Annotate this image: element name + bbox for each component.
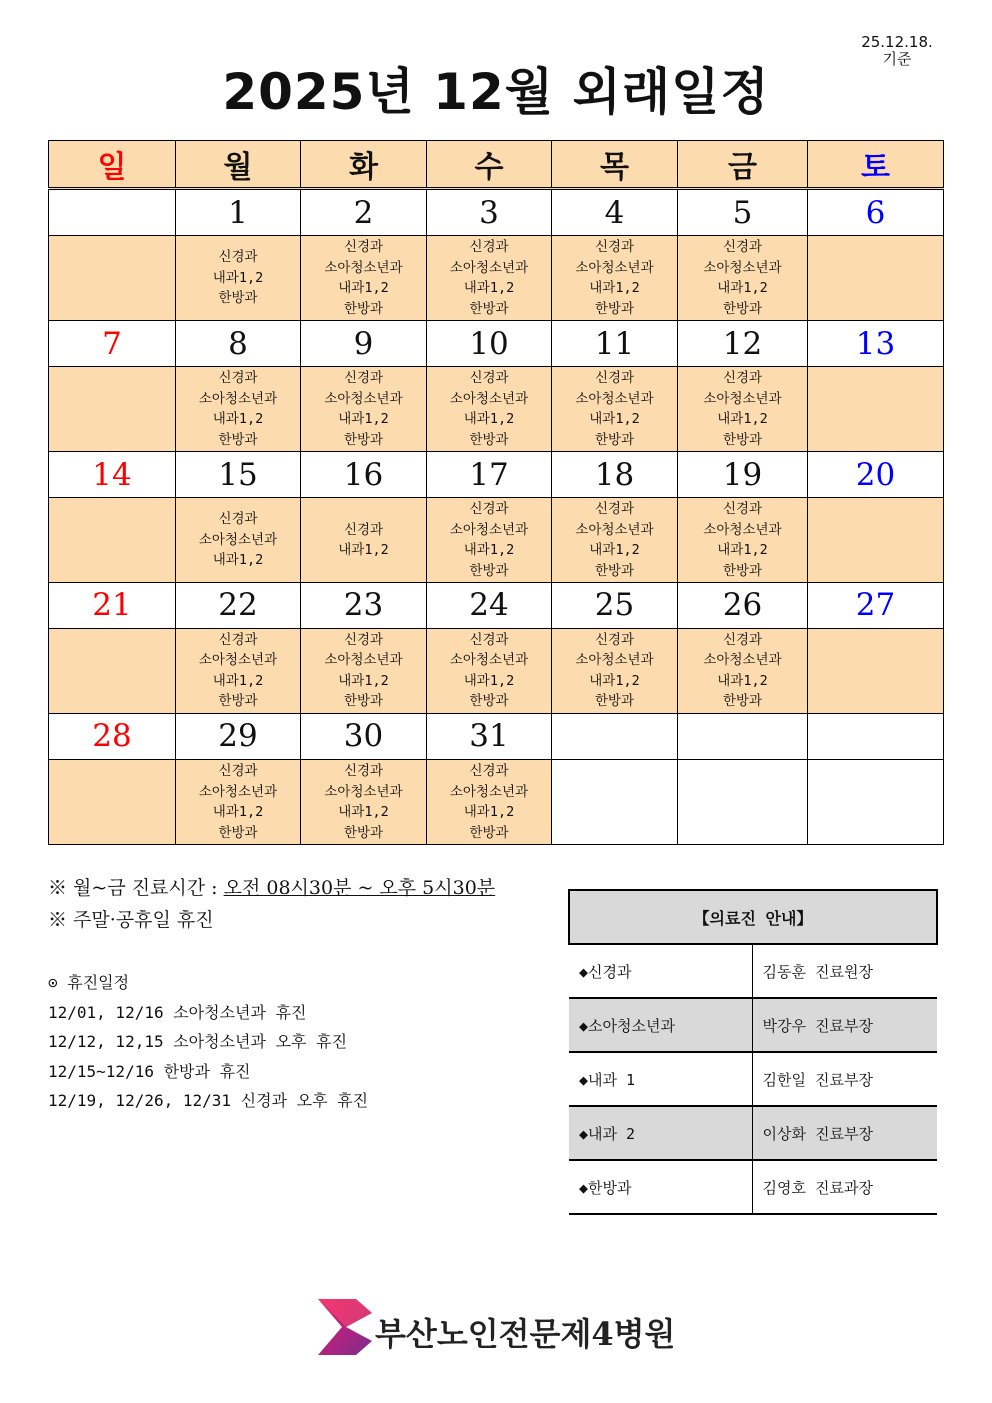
day-schedule (427, 760, 552, 845)
department-entry: 소아청소년과 (449, 390, 529, 407)
day-number: 4 (552, 189, 678, 236)
day-number: 12 (678, 321, 808, 367)
staff-row (569, 1052, 937, 1106)
department-entry: 소아청소년과 (703, 521, 782, 538)
day-number: 24 (427, 582, 552, 628)
department-entry: 한방과 (218, 824, 258, 841)
day-schedule (427, 236, 552, 321)
department-entry: 소아청소년과 (575, 652, 654, 669)
department-entry: 소아청소년과 (198, 390, 278, 407)
day-number: 1 (176, 189, 301, 236)
weekday-sunday: 일 (49, 141, 176, 189)
day-schedule (427, 629, 552, 714)
department-entry: 내과1,2 (338, 542, 389, 558)
day-schedule (552, 367, 678, 452)
department-entry: 소아청소년과 (449, 783, 529, 800)
day-schedule (678, 236, 808, 321)
day-number: 21 (49, 582, 176, 628)
department-entry: 소아청소년과 (703, 259, 782, 276)
staff-dept: ◆신경과 (569, 944, 752, 998)
staff-doctor: 박강우 진료부장 (752, 998, 937, 1052)
department-entry: 한방과 (722, 300, 763, 317)
department-entry: 신경과 (343, 239, 384, 256)
day-number: 2 (301, 189, 427, 236)
day-number: 19 (678, 451, 808, 497)
week-schedule-row (49, 629, 944, 714)
day-schedule (49, 367, 176, 452)
department-entry: 한방과 (722, 693, 763, 710)
day-schedule (176, 367, 301, 452)
department-entry: 한방과 (594, 562, 635, 579)
department-entry: 한방과 (469, 300, 509, 317)
day-schedule (808, 367, 944, 452)
day-number: 8 (176, 321, 301, 367)
department-entry: 신경과 (343, 521, 384, 538)
staff-table (568, 889, 938, 1215)
hours-prefix: ※ 월~금 진료시간 : (48, 877, 224, 899)
department-entry: 소아청소년과 (324, 783, 403, 800)
department-entry: 신경과 (469, 631, 509, 648)
department-entry: 내과1,2 (717, 542, 768, 558)
page-title: 2025년 12월 외래일정 (222, 63, 770, 121)
day-schedule (427, 367, 552, 452)
weekend-note: ※ 주말·공휴일 휴진 (48, 909, 214, 931)
day-schedule (176, 760, 301, 845)
day-number (552, 713, 678, 759)
day-number: 18 (552, 451, 678, 497)
staff-doctor: 김동훈 진료원장 (752, 944, 937, 998)
hospital-logo (316, 1297, 696, 1359)
department-entry: 신경과 (218, 511, 258, 528)
day-number: 23 (301, 582, 427, 628)
department-entry: 신경과 (343, 763, 384, 779)
department-entry: 한방과 (469, 693, 509, 710)
staff-header-row (569, 890, 937, 944)
day-number: 27 (808, 582, 944, 628)
week-schedule-row (49, 760, 944, 845)
department-entry: 내과1,2 (589, 672, 640, 689)
department-entry: 소아청소년과 (575, 259, 654, 276)
day-schedule (49, 498, 176, 583)
day-number: 3 (427, 189, 552, 236)
day-number: 26 (678, 582, 808, 628)
department-entry: 내과1,2 (212, 804, 264, 820)
day-schedule (49, 629, 176, 714)
day-schedule (301, 236, 427, 321)
department-entry: 한방과 (343, 824, 384, 841)
day-number: 17 (427, 451, 552, 497)
department-entry: 신경과 (722, 501, 763, 517)
staff-doctor: 김한일 진료부장 (752, 1052, 937, 1106)
week-date-row (49, 189, 944, 236)
department-entry: 한방과 (469, 431, 509, 448)
day-schedule (427, 498, 552, 583)
day-number: 22 (176, 582, 301, 628)
closure-item: 12/01, 12/16 소아청소년과 휴진 (48, 1002, 307, 1022)
department-entry: 신경과 (218, 370, 258, 387)
department-entry: 한방과 (594, 693, 635, 710)
department-entry: 신경과 (722, 370, 763, 387)
day-number (49, 189, 176, 236)
date-stamp-label: 기준 (882, 50, 912, 68)
department-entry: 신경과 (594, 631, 635, 648)
closure-item: 12/19, 12/26, 12/31 신경과 오후 휴진 (48, 1091, 369, 1110)
day-number: 11 (552, 321, 678, 367)
staff-doctor: 이상화 진료부장 (752, 1106, 937, 1160)
closure-heading: ⊙ 휴진일정 (48, 973, 130, 992)
department-entry: 한방과 (722, 562, 763, 579)
staff-dept: ◆내과 1 (569, 1052, 752, 1106)
calendar-table (48, 140, 944, 845)
weekday-thursday: 목 (552, 141, 678, 189)
weekday-friday: 금 (678, 141, 808, 189)
day-number: 7 (49, 321, 176, 367)
day-schedule (552, 236, 678, 321)
weekday-wednesday: 수 (427, 141, 552, 189)
department-entry: 신경과 (469, 763, 509, 779)
department-entry: 한방과 (343, 300, 384, 317)
department-entry: 신경과 (722, 239, 763, 256)
day-number: 25 (552, 582, 678, 628)
department-entry: 소아청소년과 (703, 390, 782, 407)
department-entry: 소아청소년과 (198, 783, 278, 800)
department-entry: 신경과 (594, 239, 635, 256)
department-entry: 소아청소년과 (324, 652, 403, 669)
staff-doctor: 김영호 진료과장 (752, 1160, 937, 1214)
day-schedule (808, 498, 944, 583)
department-entry: 소아청소년과 (575, 521, 654, 538)
department-entry: 신경과 (469, 239, 509, 256)
closure-schedule (48, 968, 568, 1116)
department-entry: 한방과 (218, 290, 258, 307)
hours-note (48, 872, 568, 904)
department-entry: 소아청소년과 (198, 652, 278, 669)
staff-dept: ◆소아청소년과 (569, 998, 752, 1052)
department-entry: 신경과 (343, 370, 384, 387)
week-date-row (49, 451, 944, 497)
department-entry: 내과1,2 (717, 411, 768, 428)
weekday-tuesday: 화 (301, 141, 427, 189)
department-entry: 신경과 (469, 370, 509, 387)
day-number: 31 (427, 713, 552, 759)
department-entry: 내과1,2 (589, 280, 640, 297)
day-number: 10 (427, 321, 552, 367)
department-entry: 소아청소년과 (449, 652, 529, 669)
week-schedule-row (49, 236, 944, 321)
department-entry: 내과1,2 (212, 269, 264, 286)
day-schedule (49, 236, 176, 321)
department-entry: 내과1,2 (717, 280, 768, 297)
day-schedule (808, 629, 944, 714)
department-entry: 신경과 (722, 631, 763, 648)
department-entry: 신경과 (218, 631, 258, 648)
day-schedule (678, 629, 808, 714)
department-entry: 한방과 (343, 431, 384, 448)
department-entry: 내과1,2 (463, 542, 515, 558)
week-date-row (49, 713, 944, 759)
weekday-header-row (49, 141, 944, 189)
department-entry: 소아청소년과 (324, 390, 403, 407)
day-number: 30 (301, 713, 427, 759)
day-number: 28 (49, 713, 176, 759)
department-entry: 신경과 (469, 501, 509, 517)
staff-row (569, 944, 937, 998)
department-entry: 소아청소년과 (575, 390, 654, 407)
closure-item: 12/15~12/16 한방과 휴진 (48, 1061, 251, 1081)
staff-row (569, 1106, 937, 1160)
department-entry: 소아청소년과 (449, 521, 529, 538)
department-entry: 내과1,2 (463, 411, 515, 428)
staff-row (569, 1160, 937, 1214)
hospital-name: 부산노인전문제4병원 (375, 1315, 676, 1353)
department-entry: 내과1,2 (589, 542, 640, 558)
department-entry: 내과1,2 (338, 672, 389, 689)
day-number: 5 (678, 189, 808, 236)
day-schedule (176, 236, 301, 321)
week-schedule-row (49, 367, 944, 452)
day-number (808, 713, 944, 759)
department-entry: 내과1,2 (338, 411, 389, 428)
department-entry: 한방과 (218, 693, 258, 710)
staff-row (569, 998, 937, 1052)
department-entry: 한방과 (343, 693, 384, 710)
day-number: 16 (301, 451, 427, 497)
department-entry: 내과1,2 (212, 552, 264, 569)
department-entry: 한방과 (218, 431, 258, 448)
department-entry: 소아청소년과 (703, 652, 782, 669)
department-entry: 신경과 (218, 249, 258, 266)
day-schedule (678, 498, 808, 583)
day-number: 15 (176, 451, 301, 497)
department-entry: 신경과 (594, 370, 635, 387)
day-schedule (808, 236, 944, 321)
closure-item: 12/12, 12,15 소아청소년과 오후 휴진 (48, 1032, 348, 1051)
department-entry: 내과1,2 (212, 672, 264, 689)
notes (48, 872, 568, 936)
staff-dept: ◆내과 2 (569, 1106, 752, 1160)
department-entry: 한방과 (722, 431, 763, 448)
day-number: 29 (176, 713, 301, 759)
department-entry: 신경과 (594, 501, 635, 517)
day-number (678, 713, 808, 759)
day-schedule (301, 629, 427, 714)
hospital-logo-icon (316, 1297, 374, 1357)
day-schedule (176, 629, 301, 714)
department-entry: 소아청소년과 (449, 259, 529, 276)
day-schedule (301, 498, 427, 583)
day-schedule (552, 629, 678, 714)
week-date-row (49, 582, 944, 628)
day-number: 14 (49, 451, 176, 497)
staff-heading: 【의료진 안내】 (569, 890, 937, 944)
department-entry: 내과1,2 (338, 280, 389, 297)
department-entry: 내과1,2 (338, 804, 389, 820)
department-entry: 소아청소년과 (198, 531, 278, 548)
department-entry: 내과1,2 (212, 411, 264, 428)
day-schedule (49, 760, 176, 845)
day-schedule (552, 498, 678, 583)
department-entry: 신경과 (218, 763, 258, 779)
department-entry: 내과1,2 (463, 804, 515, 820)
department-entry: 한방과 (469, 824, 509, 841)
department-entry: 내과1,2 (589, 411, 640, 428)
day-schedule (678, 760, 808, 845)
day-number: 9 (301, 321, 427, 367)
day-schedule (808, 760, 944, 845)
department-entry: 내과1,2 (463, 280, 515, 297)
department-entry: 내과1,2 (717, 672, 768, 689)
week-schedule-row (49, 498, 944, 583)
department-entry: 소아청소년과 (324, 259, 403, 276)
department-entry: 한방과 (594, 300, 635, 317)
department-entry: 내과1,2 (463, 672, 515, 689)
week-date-row (49, 321, 944, 367)
day-number: 20 (808, 451, 944, 497)
day-schedule (552, 760, 678, 845)
day-schedule (301, 367, 427, 452)
weekday-monday: 월 (176, 141, 301, 189)
day-schedule (176, 498, 301, 583)
department-entry: 한방과 (469, 562, 509, 579)
hours-value: 오전 08시30분 ~ 오후 5시30분 (223, 877, 496, 899)
department-entry: 한방과 (594, 431, 635, 448)
weekday-saturday: 토 (808, 141, 944, 189)
date-stamp-date: 25.12.18. (861, 33, 933, 51)
day-schedule (678, 367, 808, 452)
calendar-body (49, 189, 944, 845)
department-entry: 신경과 (343, 631, 384, 648)
day-number: 6 (808, 189, 944, 236)
day-number: 13 (808, 321, 944, 367)
staff-dept: ◆한방과 (569, 1160, 752, 1214)
day-schedule (301, 760, 427, 845)
